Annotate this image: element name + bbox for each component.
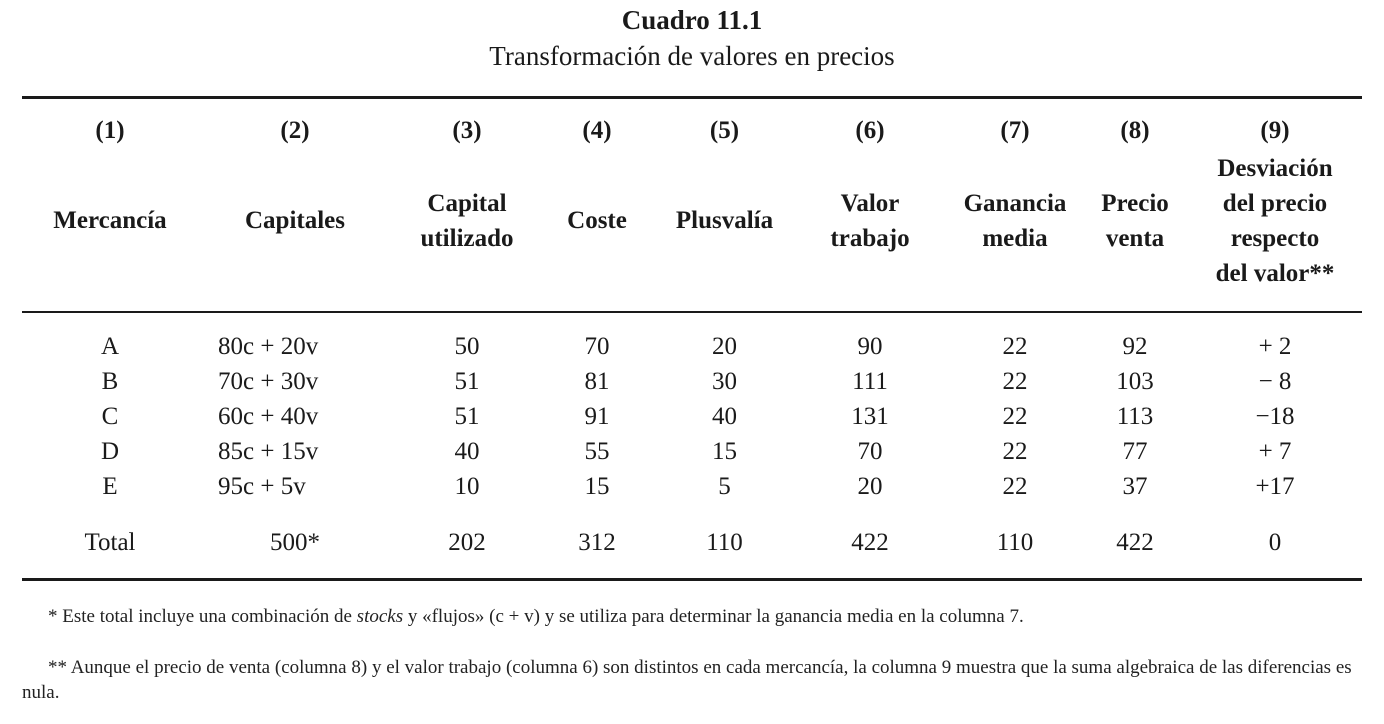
col-5-number: (5) — [709, 117, 740, 144]
cell-valor-trabajo: 111 — [852, 368, 888, 395]
cell-plusvalia: 5 — [718, 473, 731, 500]
cell-coste: 15 — [584, 473, 610, 500]
total-plusvalia: 110 — [706, 529, 743, 556]
cell-capital-utilizado: 10 — [454, 473, 480, 500]
total-coste: 312 — [578, 529, 616, 556]
total-valor-trabajo: 422 — [851, 529, 889, 556]
cell-ganancia-media: 22 — [1002, 333, 1028, 360]
cell-capitales: 95c + 5v — [218, 473, 306, 500]
table-subtitle: Transformación de valores en precios — [489, 41, 895, 71]
cell-desviacion: + 2 — [1258, 333, 1292, 360]
total-capitales: 500* — [270, 529, 320, 556]
cell-capital-utilizado: 40 — [454, 438, 480, 465]
total-capital-utilizado: 202 — [448, 529, 486, 556]
cell-plusvalia: 20 — [712, 333, 737, 360]
cell-mercancia: E — [102, 473, 118, 500]
cell-desviacion: +17 — [1255, 473, 1295, 500]
col-8-number: (8) — [1120, 117, 1150, 144]
cell-mercancia: C — [101, 403, 119, 430]
col-9-header: Desviación del precio respecto del valor** — [1215, 155, 1335, 287]
col-2-header: Capitales — [245, 207, 345, 234]
cell-capitales: 80c + 20v — [218, 333, 319, 360]
col-1-header: Mercancía — [53, 207, 167, 234]
cell-precio-venta: 37 — [1122, 473, 1148, 500]
footnote-1-text-a: * Este total incluye una combinación de — [48, 606, 357, 627]
col-2-number: (2) — [280, 117, 310, 144]
cell-ganancia-media: 22 — [1002, 403, 1028, 430]
col-3-number: (3) — [452, 117, 482, 144]
col-7-number: (7) — [1000, 117, 1030, 144]
col-4-number: (4) — [582, 117, 612, 144]
bottom-rule — [22, 578, 1362, 581]
cell-precio-venta: 103 — [1116, 368, 1154, 395]
cell-plusvalia: 30 — [712, 368, 737, 395]
cell-plusvalia: 15 — [712, 438, 737, 465]
cell-capital-utilizado: 51 — [454, 368, 480, 395]
header-rule — [22, 311, 1362, 313]
cell-coste: 70 — [584, 333, 610, 360]
col-6-header: Valor trabajo — [830, 190, 910, 252]
cell-desviacion: −18 — [1255, 403, 1295, 430]
cell-capital-utilizado: 51 — [454, 403, 480, 430]
cell-mercancia: B — [101, 368, 119, 395]
col-6-number: (6) — [855, 117, 885, 144]
col-1-number: (1) — [95, 117, 125, 144]
cell-desviacion: + 7 — [1258, 438, 1292, 465]
cell-ganancia-media: 22 — [1002, 368, 1028, 395]
footnote-1 — [22, 604, 1362, 629]
cell-desviacion: − 8 — [1258, 368, 1292, 395]
cell-coste: 55 — [584, 438, 610, 465]
col-5-header: Plusvalía — [675, 207, 774, 234]
cell-ganancia-media: 22 — [1002, 473, 1028, 500]
col-4-header: Coste — [567, 207, 627, 234]
cell-coste: 81 — [584, 368, 610, 395]
total-desviacion: 0 — [1268, 529, 1282, 556]
cell-precio-venta: 77 — [1122, 438, 1148, 465]
col-9-number: (9) — [1260, 117, 1290, 144]
footnote-1-italic: stocks — [356, 606, 404, 627]
cell-plusvalia: 40 — [712, 403, 737, 430]
footnote-1-text-b: y «flujos» (c + v) y se utiliza para determinar la ganancia media en la columna 7. — [403, 606, 1024, 627]
cell-valor-trabajo: 20 — [857, 473, 883, 500]
col-8-header: Precio venta — [1101, 190, 1169, 252]
cell-precio-venta: 92 — [1122, 333, 1148, 360]
footnote-2-text: ** Aunque el precio de venta (columna 8) y el valor trabajo (columna 6) son distintos en cada mercancía, la columna 9 muestra que la suma algebraica de las diferencias es nula. — [22, 657, 1352, 703]
cell-coste: 91 — [584, 403, 610, 430]
col-7-header: Ganancia media — [963, 190, 1067, 252]
col-3-header: Capital utilizado — [420, 190, 514, 252]
cell-capitales: 60c + 40v — [218, 403, 319, 430]
cell-valor-trabajo: 90 — [857, 333, 883, 360]
cell-mercancia: A — [100, 333, 120, 360]
total-precio-venta: 422 — [1116, 529, 1154, 556]
cell-capitales: 70c + 30v — [218, 368, 319, 395]
cell-ganancia-media: 22 — [1002, 438, 1028, 465]
cell-valor-trabajo: 131 — [851, 403, 889, 430]
table-title: Cuadro 11.1 — [621, 5, 763, 35]
total-ganancia-media: 110 — [996, 529, 1034, 556]
cell-capitales: 85c + 15v — [218, 438, 319, 465]
footnote-2 — [22, 655, 1362, 705]
cell-mercancia: D — [100, 438, 120, 465]
top-rule — [22, 96, 1362, 99]
cell-valor-trabajo: 70 — [857, 438, 883, 465]
cell-precio-venta: 113 — [1116, 403, 1154, 430]
cell-capital-utilizado: 50 — [454, 333, 480, 360]
total-label: Total — [84, 529, 136, 556]
